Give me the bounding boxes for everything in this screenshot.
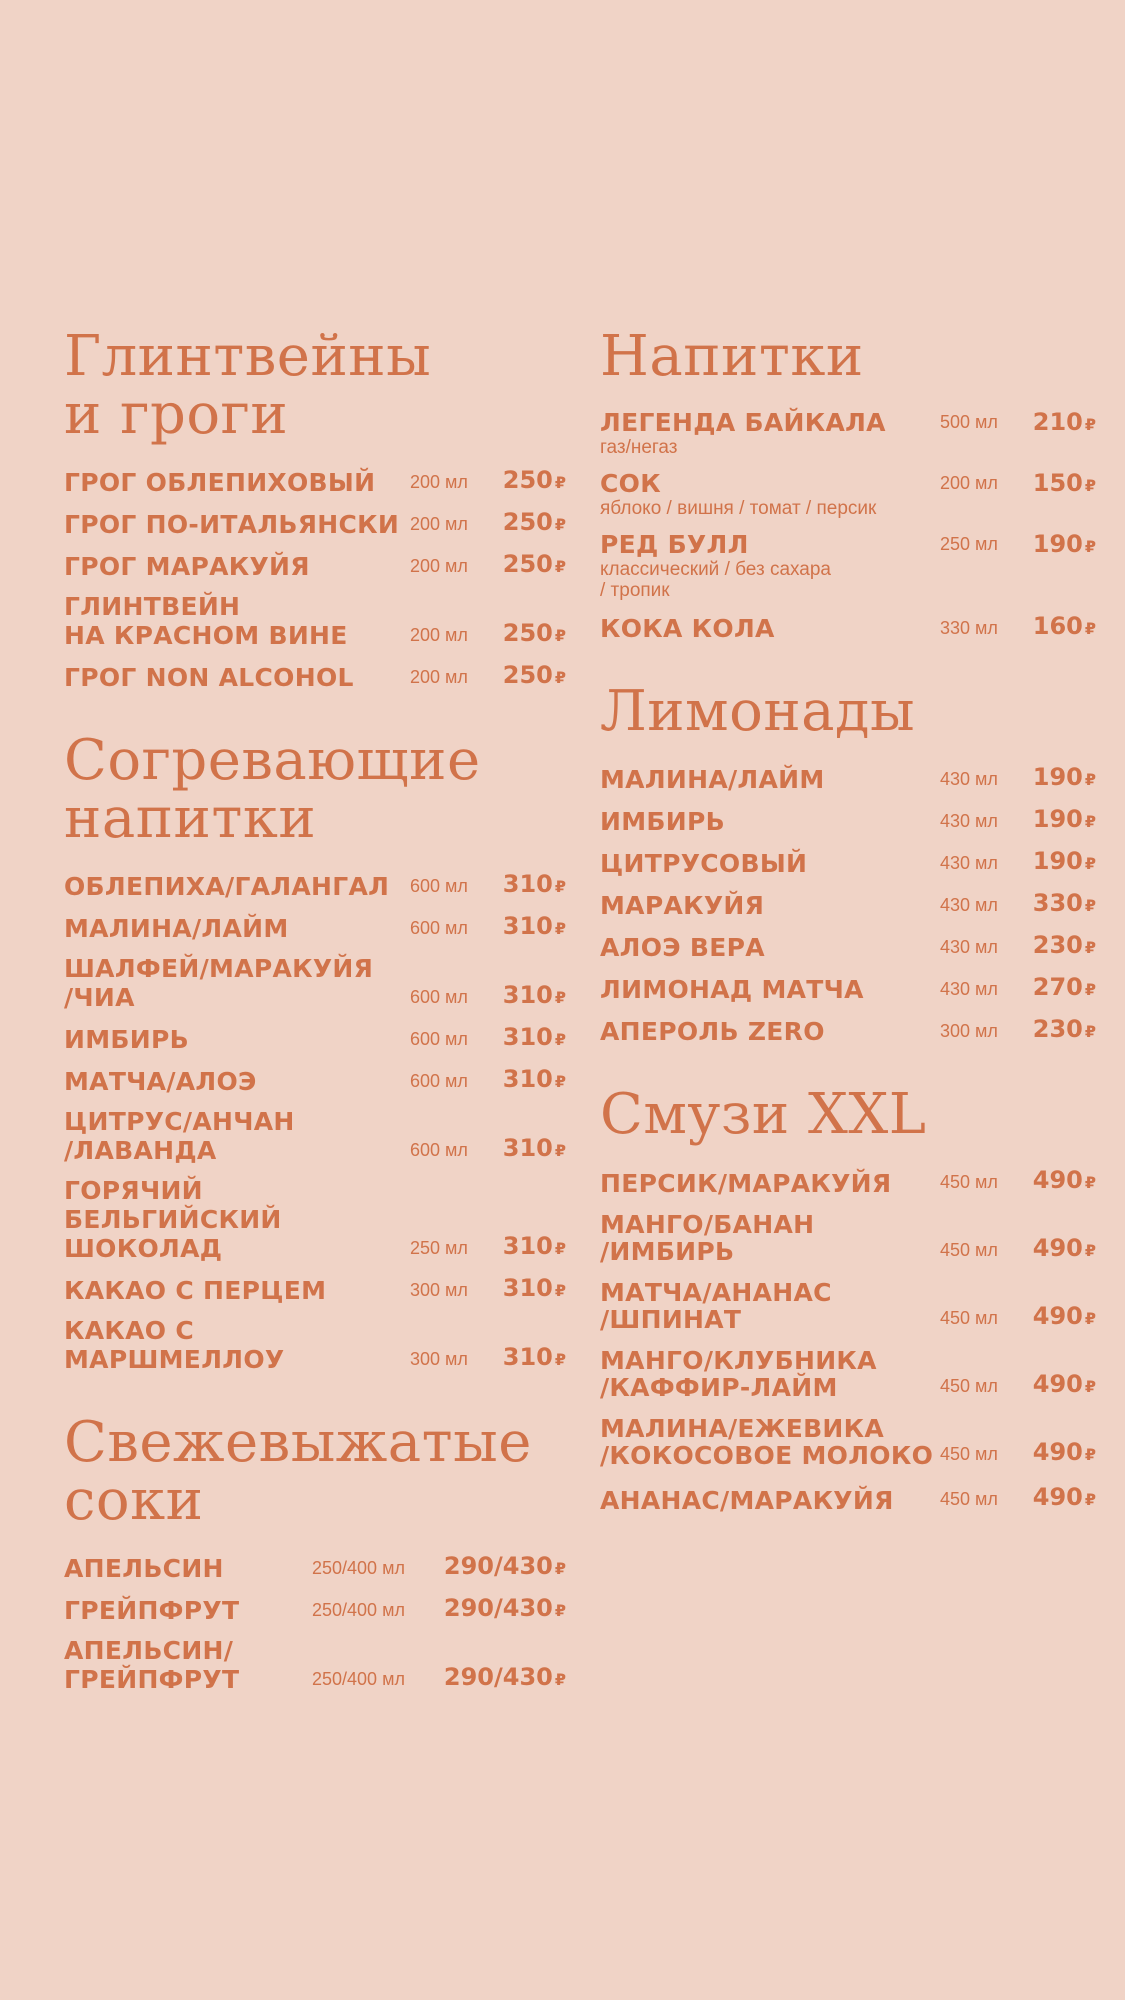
menu-item — [600, 1415, 1096, 1469]
menu-item-text — [64, 552, 410, 581]
menu-item — [64, 550, 566, 581]
menu-item-volume: 450 мл — [940, 1172, 998, 1192]
menu-item-text — [64, 1596, 312, 1625]
menu-item-name: АЛОЭ ВЕРА — [600, 933, 765, 962]
ruble-icon: ₽ — [1084, 476, 1096, 495]
menu-item-volume: 250/400 мл — [312, 1558, 405, 1578]
menu-item-price — [500, 550, 566, 581]
price-value: 490 — [1032, 1302, 1083, 1330]
ruble-icon: ₽ — [1084, 1022, 1096, 1041]
menu-item-name: ГОРЯЧИЙ БЕЛЬГИЙСКИЙ ШОКОЛАД — [64, 1176, 282, 1263]
price-value: 310 — [502, 912, 553, 940]
price-value: 250 — [502, 466, 553, 494]
menu-item-volume: 450 мл — [940, 1308, 998, 1328]
menu-item-name: КАКАО С МАРШМЕЛЛОУ — [64, 1316, 285, 1374]
menu-item-text — [600, 933, 940, 962]
menu-item-price — [500, 1232, 566, 1263]
menu-item-text — [600, 1279, 940, 1333]
ruble-icon: ₽ — [554, 1601, 566, 1620]
menu-item-price — [500, 661, 566, 692]
ruble-icon: ₽ — [1084, 1445, 1096, 1464]
menu-item-name: ГРОГ МАРАКУЙЯ — [64, 552, 310, 581]
price-value: 310 — [502, 1065, 553, 1093]
price-value: 310 — [502, 1232, 553, 1260]
price-value: 310 — [502, 1023, 553, 1051]
section-items — [64, 1552, 566, 1694]
price-value: 310 — [502, 1274, 553, 1302]
menu-item — [64, 1636, 566, 1694]
menu-item-name: МАЛИНА/ЛАЙМ — [600, 765, 825, 794]
menu-item-name: КОКА КОЛА — [600, 614, 775, 643]
menu-item-text — [600, 1170, 940, 1197]
menu-item-volume: 250 мл — [410, 1238, 468, 1258]
menu-item-price — [1030, 1234, 1096, 1265]
menu-item — [64, 1274, 566, 1305]
ruble-icon: ₽ — [1084, 1309, 1096, 1328]
menu-item-price — [1030, 805, 1096, 836]
menu-item-text — [600, 1211, 940, 1265]
ruble-icon: ₽ — [554, 1281, 566, 1300]
ruble-icon: ₽ — [1084, 619, 1096, 638]
menu-item — [600, 612, 1096, 643]
menu-item-name: МАЛИНА/ЛАЙМ — [64, 914, 289, 943]
menu-item-text — [600, 849, 940, 878]
price-value: 490 — [1032, 1166, 1083, 1194]
menu-item-name: СОК — [600, 469, 661, 498]
menu-item-price — [500, 1343, 566, 1374]
menu-item-name: АПЕЛЬСИН — [64, 1554, 224, 1583]
menu-item-name: ИМБИРЬ — [600, 807, 725, 836]
menu-item-price — [1030, 408, 1096, 439]
menu-item — [600, 973, 1096, 1004]
menu-item-description: газ/негаз — [600, 437, 678, 458]
price-value: 490 — [1032, 1483, 1083, 1511]
menu-item-text — [64, 1176, 410, 1263]
price-value: 190 — [1032, 530, 1083, 558]
price-value: 230 — [1032, 931, 1083, 959]
menu-right-column — [600, 324, 1096, 1554]
menu-item-volume: 300 мл — [410, 1280, 468, 1300]
section-lemonades — [600, 679, 1096, 1046]
price-value: 250 — [502, 661, 553, 689]
menu-item-text — [600, 975, 940, 1004]
menu-item-text — [600, 891, 940, 920]
ruble-icon: ₽ — [1084, 854, 1096, 873]
ruble-icon: ₽ — [554, 1030, 566, 1049]
menu-item — [64, 912, 566, 943]
menu-item-price — [1030, 847, 1096, 878]
menu-left-column — [64, 324, 566, 1734]
menu-item-text — [64, 1025, 410, 1054]
menu-item-name: МАНГО/БАНАН /ИМБИРЬ — [600, 1210, 815, 1266]
menu-item-volume: 200 мл — [410, 556, 468, 576]
menu-item-name: ПЕРСИК/МАРАКУЙЯ — [600, 1169, 892, 1198]
menu-item — [600, 1166, 1096, 1197]
menu-item — [600, 1483, 1096, 1514]
ruble-icon: ₽ — [554, 1350, 566, 1369]
menu-item-volume: 430 мл — [940, 895, 998, 915]
price-value: 250 — [502, 508, 553, 536]
menu-item — [64, 954, 566, 1012]
menu-item-volume: 450 мл — [940, 1240, 998, 1260]
menu-item-price — [500, 508, 566, 539]
menu-item-text — [600, 807, 940, 836]
menu-item — [64, 1594, 566, 1625]
price-value: 210 — [1032, 408, 1083, 436]
section-title: Напитки — [600, 324, 864, 389]
menu-item-text — [600, 1487, 940, 1514]
ruble-icon: ₽ — [1084, 980, 1096, 999]
price-value: 310 — [502, 1134, 553, 1162]
menu-item-description: яблоко / вишня / томат / персик — [600, 498, 877, 519]
price-value: 310 — [502, 1343, 553, 1371]
ruble-icon: ₽ — [554, 988, 566, 1007]
section-warming-drinks — [64, 728, 566, 1374]
section-drinks — [600, 324, 1096, 643]
menu-item — [600, 1211, 1096, 1265]
price-value: 250 — [502, 550, 553, 578]
section-items — [600, 1166, 1096, 1514]
menu-item-name: ГЛИНТВЕЙН НА КРАСНОМ ВИНЕ — [64, 592, 348, 650]
ruble-icon: ₽ — [1084, 812, 1096, 831]
menu-item-name: ЛИМОНАД МАТЧА — [600, 975, 864, 1004]
menu-item-text — [64, 1636, 312, 1694]
price-value: 490 — [1032, 1370, 1083, 1398]
ruble-icon: ₽ — [554, 1559, 566, 1578]
menu-item-name: ГРОГ NON ALCOHOL — [64, 663, 354, 692]
menu-item-name: КАКАО С ПЕРЦЕМ — [64, 1276, 327, 1305]
menu-item-name: РЕД БУЛЛ — [600, 530, 749, 559]
section-smoothies — [600, 1082, 1096, 1515]
menu-item-volume: 250 мл — [940, 534, 998, 554]
price-value: 490 — [1032, 1438, 1083, 1466]
ruble-icon: ₽ — [554, 877, 566, 896]
price-value: 150 — [1032, 469, 1083, 497]
section-items — [64, 466, 566, 692]
menu-item-volume: 300 мл — [410, 1349, 468, 1369]
section-items — [600, 763, 1096, 1046]
section-title: Глинтвейны и гроги — [64, 324, 432, 447]
menu-item-text — [64, 663, 410, 692]
menu-item-price — [1030, 889, 1096, 920]
menu-item-name: ГРЕЙПФРУТ — [64, 1596, 240, 1625]
menu-item-volume: 430 мл — [940, 853, 998, 873]
menu-item-text — [600, 614, 940, 643]
menu-item-price — [1030, 1015, 1096, 1046]
price-value: 250 — [502, 619, 553, 647]
menu-item-volume: 250/400 мл — [312, 1669, 405, 1689]
menu-item-text — [64, 510, 410, 539]
menu-item-volume: 430 мл — [940, 979, 998, 999]
menu-item-price — [1030, 1166, 1096, 1197]
menu-item-price — [500, 466, 566, 497]
ruble-icon: ₽ — [1084, 770, 1096, 789]
menu-item — [64, 1023, 566, 1054]
menu-item-name: ОБЛЕПИХА/ГАЛАНГАЛ — [64, 872, 390, 901]
menu-item-volume: 450 мл — [940, 1376, 998, 1396]
ruble-icon: ₽ — [554, 557, 566, 576]
menu-item — [600, 805, 1096, 836]
price-value: 160 — [1032, 612, 1083, 640]
menu-item-volume: 250/400 мл — [312, 1600, 405, 1620]
menu-item — [600, 931, 1096, 962]
menu-item — [600, 889, 1096, 920]
menu-item-volume: 600 мл — [410, 918, 468, 938]
menu-item-text — [600, 765, 940, 794]
menu-item-text — [64, 1554, 312, 1583]
ruble-icon: ₽ — [1084, 896, 1096, 915]
ruble-icon: ₽ — [554, 626, 566, 645]
price-value: 290/430 — [443, 1594, 553, 1622]
menu-item-name: АНАНАС/МАРАКУЙЯ — [600, 1486, 894, 1515]
menu-item — [64, 592, 566, 650]
menu-item — [64, 1176, 566, 1263]
menu-item-name: МАРАКУЙЯ — [600, 891, 765, 920]
menu-item — [600, 469, 1096, 519]
ruble-icon: ₽ — [554, 1239, 566, 1258]
ruble-icon: ₽ — [1084, 1377, 1096, 1396]
menu-item-volume: 600 мл — [410, 876, 468, 896]
menu-item-volume: 430 мл — [940, 937, 998, 957]
menu-item-name: ЦИТРУС/АНЧАН /ЛАВАНДА — [64, 1107, 295, 1165]
menu-item-price — [1030, 763, 1096, 794]
section-items — [600, 408, 1096, 643]
menu-item — [64, 1552, 566, 1583]
menu-item-volume: 200 мл — [410, 472, 468, 492]
menu-item-text — [600, 1415, 940, 1469]
price-value: 190 — [1032, 847, 1083, 875]
section-title: Смузи XXL — [600, 1082, 927, 1147]
menu-item-name: МАТЧА/АЛОЭ — [64, 1067, 257, 1096]
menu-item-price — [500, 912, 566, 943]
menu-item-price — [440, 1594, 566, 1625]
price-value: 490 — [1032, 1234, 1083, 1262]
price-value: 290/430 — [443, 1552, 553, 1580]
menu-item-price — [1030, 530, 1096, 561]
menu-item — [600, 1279, 1096, 1333]
section-title: Согревающие напитки — [64, 728, 481, 851]
ruble-icon: ₽ — [1084, 1173, 1096, 1192]
menu-item-text — [600, 530, 940, 601]
menu-item — [600, 847, 1096, 878]
menu-item-price — [500, 870, 566, 901]
menu-item-price — [1030, 469, 1096, 500]
menu-item — [64, 1107, 566, 1165]
section-title: Свежевыжатые соки — [64, 1410, 532, 1533]
menu-item-text — [64, 914, 410, 943]
menu-item-volume: 430 мл — [940, 811, 998, 831]
menu-item-price — [500, 1134, 566, 1165]
menu-item-price — [500, 1274, 566, 1305]
section-fresh-juices — [64, 1410, 566, 1694]
menu-item-name: ЛЕГЕНДА БАЙКАЛА — [600, 408, 886, 437]
menu-item-volume: 500 мл — [940, 412, 998, 432]
price-value: 190 — [1032, 763, 1083, 791]
menu-item-volume: 450 мл — [940, 1444, 998, 1464]
price-value: 270 — [1032, 973, 1083, 1001]
menu-item-text — [64, 954, 410, 1012]
menu-item-price — [1030, 1483, 1096, 1514]
ruble-icon: ₽ — [1084, 537, 1096, 556]
ruble-icon: ₽ — [554, 919, 566, 938]
menu-item-text — [600, 1347, 940, 1401]
menu-item-volume: 200 мл — [410, 667, 468, 687]
menu-item — [600, 1347, 1096, 1401]
price-value: 310 — [502, 870, 553, 898]
menu-item-price — [440, 1663, 566, 1694]
ruble-icon: ₽ — [1084, 415, 1096, 434]
ruble-icon: ₽ — [554, 668, 566, 687]
menu-item — [64, 661, 566, 692]
menu-item — [64, 508, 566, 539]
menu-item-text — [600, 1017, 940, 1046]
menu-item-name: АПЕЛЬСИН/ ГРЕЙПФРУТ — [64, 1636, 240, 1694]
menu-item — [64, 1316, 566, 1374]
menu-item — [600, 530, 1096, 601]
price-value: 290/430 — [443, 1663, 553, 1691]
price-value: 330 — [1032, 889, 1083, 917]
menu-item — [64, 870, 566, 901]
menu-item-text — [600, 469, 940, 519]
menu-item — [600, 1015, 1096, 1046]
price-value: 230 — [1032, 1015, 1083, 1043]
menu-item-price — [500, 619, 566, 650]
menu-item-text — [600, 408, 940, 458]
menu-item-name: ГРОГ ПО-ИТАЛЬЯНСКИ — [64, 510, 400, 539]
menu-item-description: классический / без сахара / тропик — [600, 559, 831, 601]
menu-item-price — [1030, 1370, 1096, 1401]
menu-item-text — [64, 1316, 410, 1374]
ruble-icon: ₽ — [1084, 1241, 1096, 1260]
menu-item-volume: 200 мл — [410, 514, 468, 534]
price-value: 190 — [1032, 805, 1083, 833]
ruble-icon: ₽ — [554, 515, 566, 534]
menu-item-volume: 300 мл — [940, 1021, 998, 1041]
menu-item-price — [500, 1065, 566, 1096]
menu-item-name: МАЛИНА/ЕЖЕВИКА /КОКОСОВОЕ МОЛОКО — [600, 1414, 934, 1470]
menu-item-text — [64, 872, 410, 901]
menu-item-price — [1030, 1438, 1096, 1469]
menu-item-name: МАТЧА/АНАНАС /ШПИНАТ — [600, 1278, 832, 1334]
menu-item — [64, 466, 566, 497]
menu-item-volume: 330 мл — [940, 618, 998, 638]
menu-item-name: ИМБИРЬ — [64, 1025, 189, 1054]
menu-item-name: АПЕРОЛЬ ZERO — [600, 1017, 825, 1046]
menu-item-text — [64, 592, 410, 650]
menu-item-volume: 600 мл — [410, 1029, 468, 1049]
menu-item-name: ЦИТРУСОВЫЙ — [600, 849, 808, 878]
ruble-icon: ₽ — [1084, 1490, 1096, 1509]
ruble-icon: ₽ — [554, 1670, 566, 1689]
menu-item-text — [64, 468, 410, 497]
menu-item-price — [1030, 1302, 1096, 1333]
menu-item — [600, 408, 1096, 458]
ruble-icon: ₽ — [554, 1141, 566, 1160]
menu-item-volume: 600 мл — [410, 1140, 468, 1160]
ruble-icon: ₽ — [1084, 938, 1096, 957]
menu-item-price — [500, 981, 566, 1012]
menu-item-name: МАНГО/КЛУБНИКА /КАФФИР-ЛАЙМ — [600, 1346, 877, 1402]
menu-item-volume: 450 мл — [940, 1489, 998, 1509]
ruble-icon: ₽ — [554, 1072, 566, 1091]
menu-item — [600, 763, 1096, 794]
section-title: Лимонады — [600, 679, 916, 744]
menu-item-volume: 200 мл — [940, 473, 998, 493]
menu-item-volume: 600 мл — [410, 1071, 468, 1091]
price-value: 310 — [502, 981, 553, 1009]
ruble-icon: ₽ — [554, 473, 566, 492]
menu-item-text — [64, 1067, 410, 1096]
menu-item-price — [1030, 973, 1096, 1004]
menu-item-name: ГРОГ ОБЛЕПИХОВЫЙ — [64, 468, 376, 497]
menu-item-volume: 430 мл — [940, 769, 998, 789]
menu-item-volume: 600 мл — [410, 987, 468, 1007]
menu-item-text — [64, 1276, 410, 1305]
menu-item-price — [500, 1023, 566, 1054]
section-mulled-wine — [64, 324, 566, 692]
menu-item-price — [1030, 931, 1096, 962]
menu-item-price — [440, 1552, 566, 1583]
menu-item — [64, 1065, 566, 1096]
menu-item-text — [64, 1107, 410, 1165]
section-items — [64, 870, 566, 1374]
menu-item-volume: 200 мл — [410, 625, 468, 645]
menu-item-price — [1030, 612, 1096, 643]
menu-item-name: ШАЛФЕЙ/МАРАКУЙЯ /ЧИА — [64, 954, 374, 1012]
